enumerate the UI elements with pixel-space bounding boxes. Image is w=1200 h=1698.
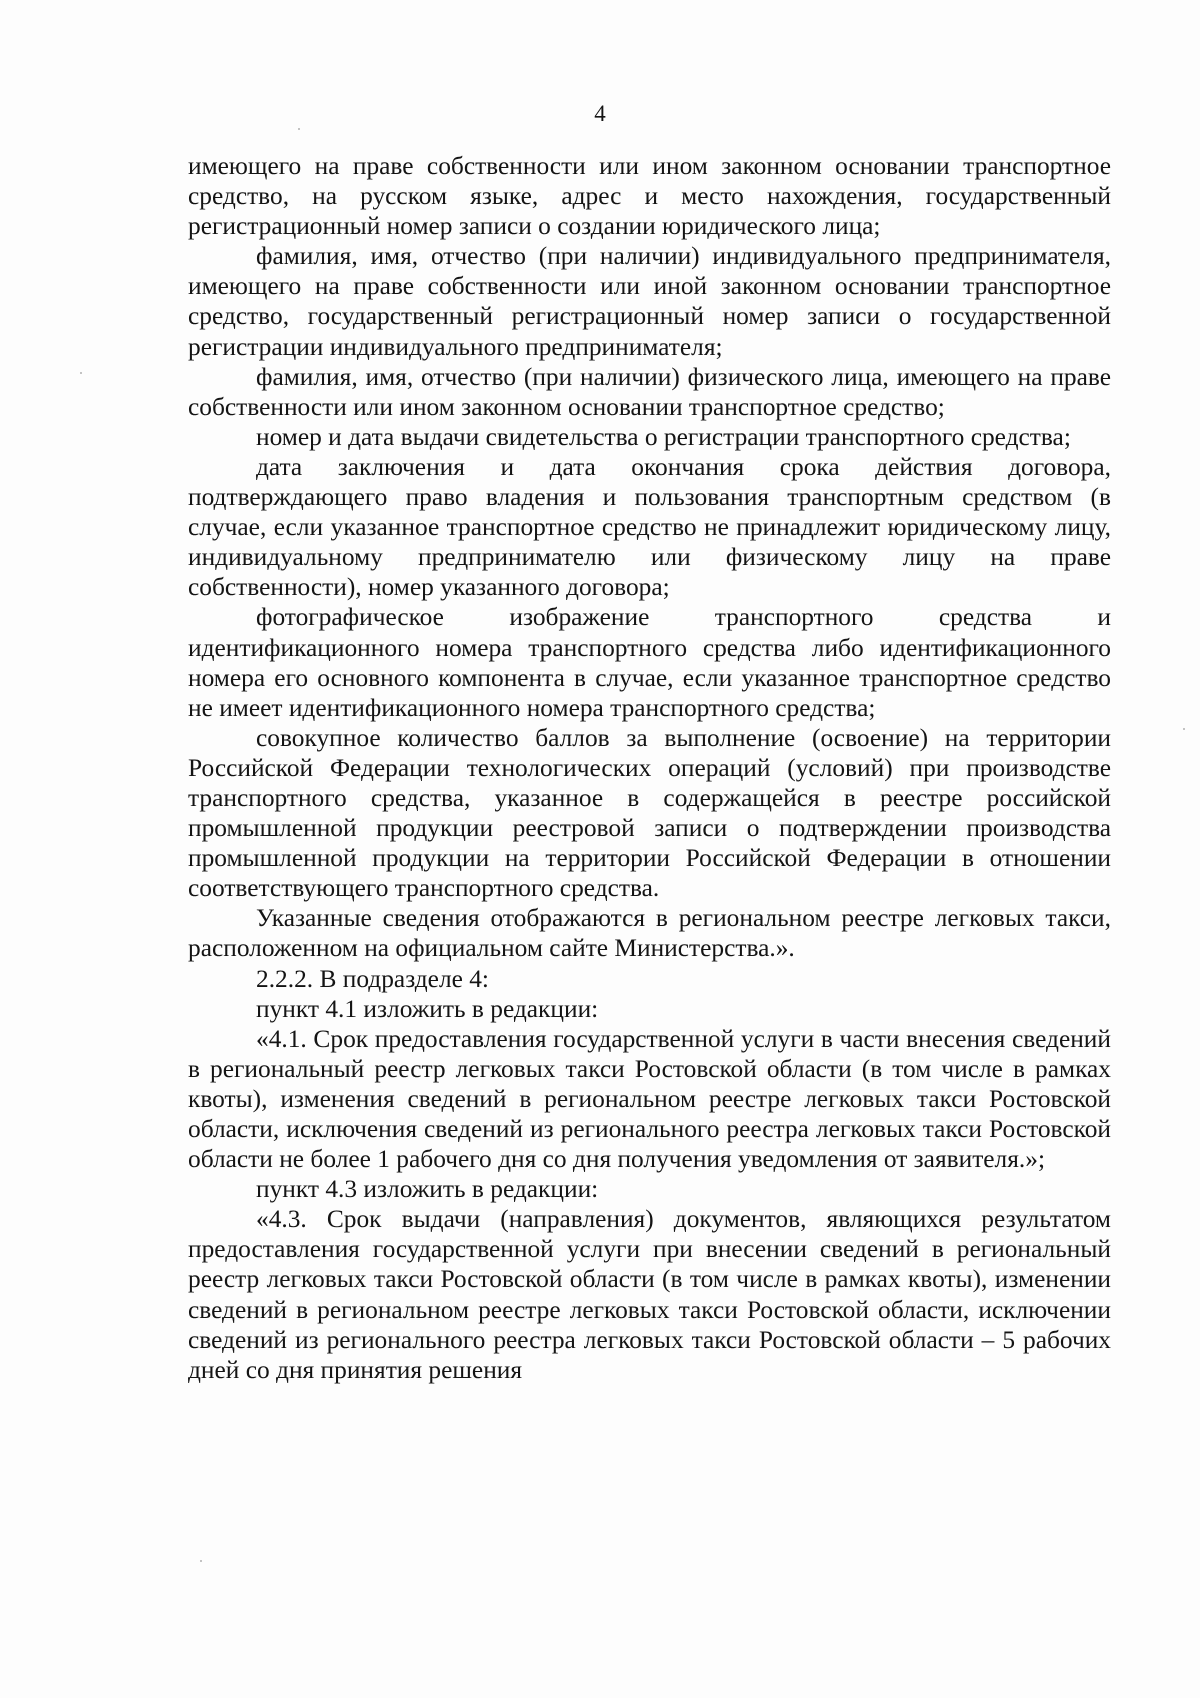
- scan-speck: [200, 1560, 202, 1562]
- paragraph-item-4-1: «4.1. Срок предоставления государственной услуги в части внесения сведений в региональный реестр легковых такси Ростовской области (в том числе в рамках квоты), изменения сведений в региональном реестре легковых такси Ростовской области, исключения сведений из регионального реестра легковых такси Ростовской области не более 1 рабочего дня со дня получения уведомления от заявителя.»;: [188, 1024, 1111, 1174]
- paragraph-photo-image: фотографическое изображение транспортного средства и идентификационного номера транспортного средства либо идентификационного номера его основного компонента в случае, если указанное транспортное средство не имеет идентификационного номера транспортного средства;: [188, 603, 1111, 722]
- paragraph-entrepreneur-name: фамилия, имя, отчество (при наличии) индивидуального предпринимателя, имеющего на праве собственности или иной законном основании транспортное средство, государственный регистрационный номер записи о государственной регистрации индивидуального предпринимателя;: [188, 242, 1111, 361]
- scan-speck: [1183, 728, 1185, 730]
- paragraph-continuation: имеющего на праве собственности или ином законном основании транспортное средство, на русском языке, адрес и место нахождения, государственный регистрационный номер записи о создании юридического лица;: [188, 152, 1111, 241]
- document-body: [188, 151, 1111, 1385]
- scan-speck: [80, 372, 82, 374]
- paragraph-registration-certificate: номер и дата выдачи свидетельства о регистрации транспортного средства;: [256, 422, 1071, 451]
- paragraph-item-4-3: «4.3. Срок выдачи (направления) документов, являющихся результатом предоставления государственной услуги при внесении сведений в региональный реестр легковых такси Ростовской области (в том числе в рамках квоты), изменении сведений в региональном реестре легковых такси Ростовской области, исключении сведений из регионального реестра легковых такси Ростовской области – 5 рабочих дней со дня принятия решения: [188, 1205, 1111, 1384]
- paragraph-registry-display: Указанные сведения отображаются в региональном реестре легковых такси, расположенном на официальном сайте Министерства.».: [188, 904, 1111, 963]
- paragraph-contract-dates: дата заключения и дата окончания срока действия договора, подтверждающего право владения и пользования транспортным средством (в случае, если указанное транспортное средство не принадлежит юридическому лицу, индивидуальному предпринимателю или физическому лицу на праве собственности), номер указанного договора;: [188, 452, 1111, 602]
- paragraph-section-2-2-2: 2.2.2. В подразделе 4:: [256, 964, 489, 993]
- paragraph-item-4-3-intro: пункт 4.3 изложить в редакции:: [256, 1175, 599, 1204]
- paragraph-individual-name: фамилия, имя, отчество (при наличии) физического лица, имеющего на праве собственности или ином законном основании транспортное средство;: [188, 362, 1111, 421]
- paragraph-points-total: совокупное количество баллов за выполнение (освоение) на территории Российской Федерации технологических операций (условий) при производстве транспортного средства, указанное в содержащейся в реестре российской промышленной продукции реестровой записи о подтверждении производства промышленной продукции на территории Российской Федерации в отношении соответствующего транспортного средства.: [188, 723, 1111, 903]
- paragraph-item-4-1-intro: пункт 4.1 изложить в редакции:: [256, 994, 599, 1023]
- page-number: 4: [594, 101, 606, 126]
- scan-speck: [298, 128, 300, 130]
